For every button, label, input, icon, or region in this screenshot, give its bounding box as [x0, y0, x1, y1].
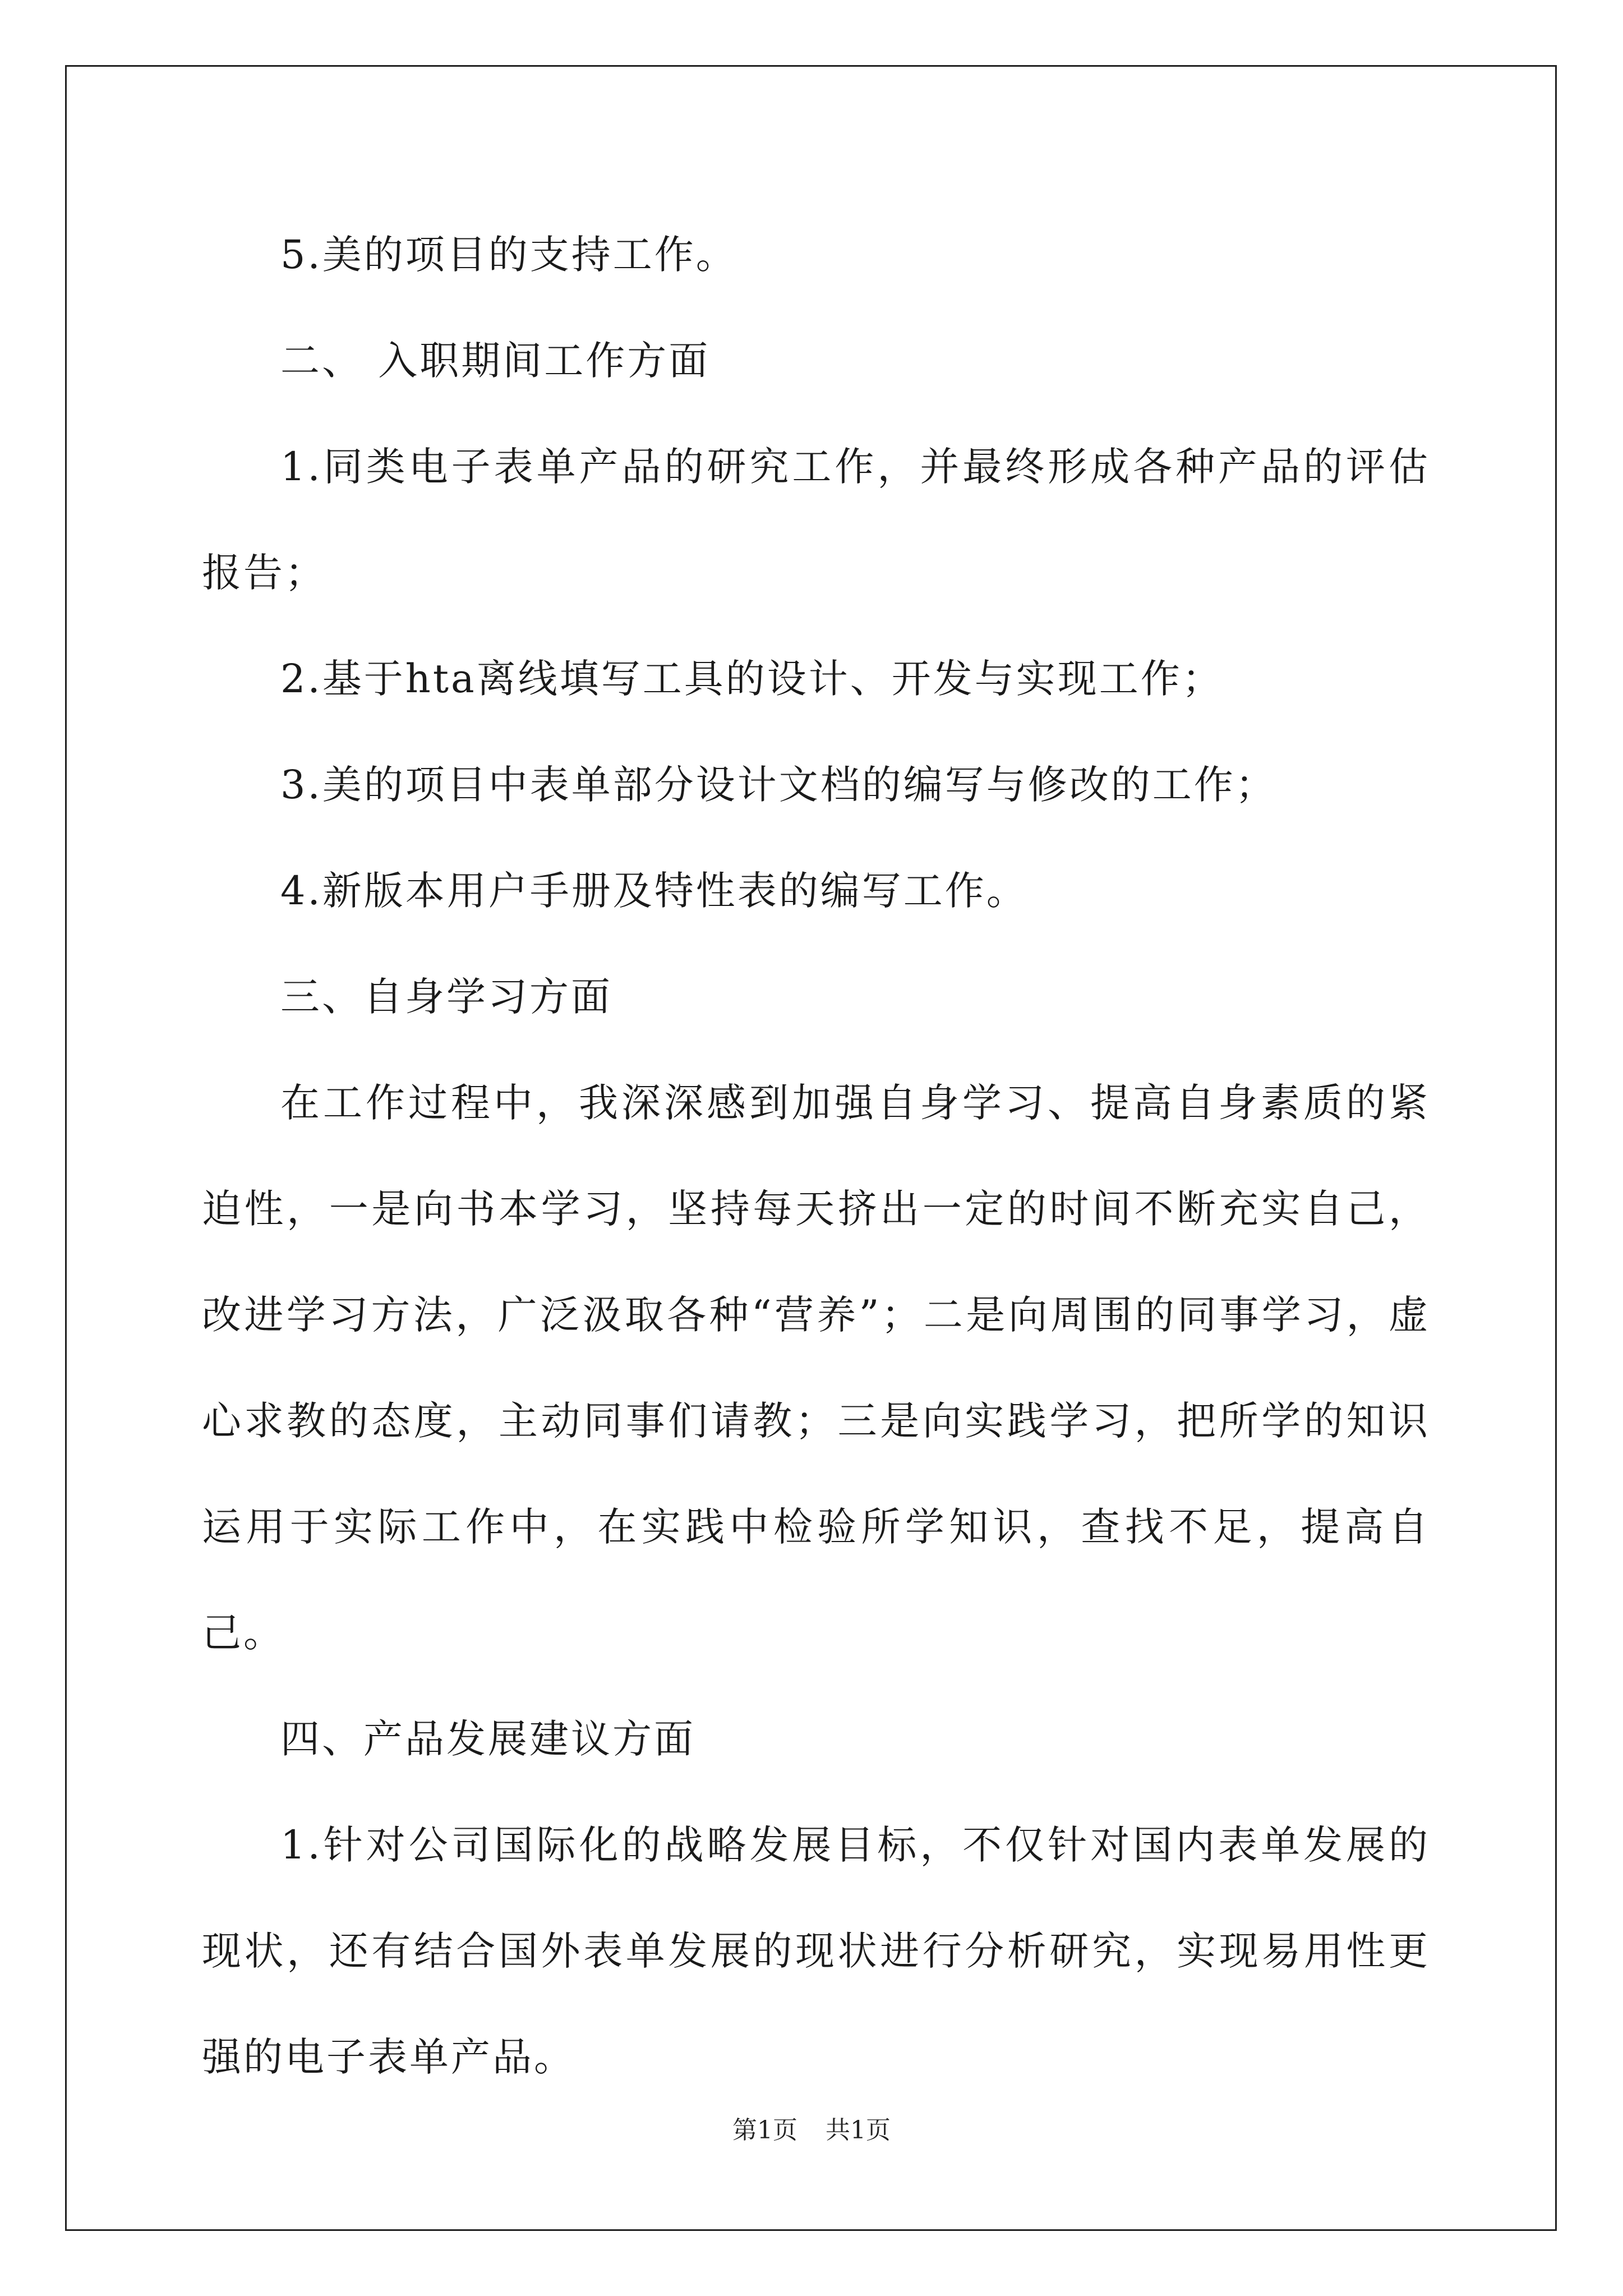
paragraph: 5.美的项目的支持工作。	[280, 232, 737, 278]
paragraph: 1.针对公司国际化的战略发展目标，不仅针对国内表单发展的现状，还有结合国外表单发展的现状进行分析研究，实现易用性更强的电子表单产品。	[202, 1822, 1430, 2080]
paragraph: 3.美的项目中表单部分设计文档的编写与修改的工作；	[280, 762, 1277, 808]
page-number: 第1页	[732, 2116, 797, 2145]
section-heading: 三、自身学习方面	[280, 974, 612, 1020]
paragraph: 在工作过程中，我深深感到加强自身学习、提高自身素质的紧迫性，一是向书本学习，坚持每天挤出一定的时间不断充实自己，改进学习方法，广泛汲取各种“营养”；二是向周围的同事学习，虚心求教的态度，主动同事们请教；三是向实践学习，把所学的知识运用于实际工作中，在实践中检验所学知识，查找不足，提高自己。	[202, 1080, 1430, 1656]
paragraph: 2.基于hta离线填写工具的设计、开发与实现工作；	[280, 656, 1224, 702]
page-total: 共1页	[826, 2116, 891, 2145]
paragraph: 1.同类电子表单产品的研究工作，并最终形成各种产品的评估报告；	[202, 444, 1430, 596]
document-body	[202, 202, 1430, 2110]
page-footer	[0, 2114, 1623, 2147]
paragraph: 4.新版本用户手册及特性表的编写工作。	[280, 868, 1028, 914]
section-heading: 二、 入职期间工作方面	[280, 338, 711, 384]
section-heading: 四、产品发展建议方面	[280, 1716, 695, 1762]
